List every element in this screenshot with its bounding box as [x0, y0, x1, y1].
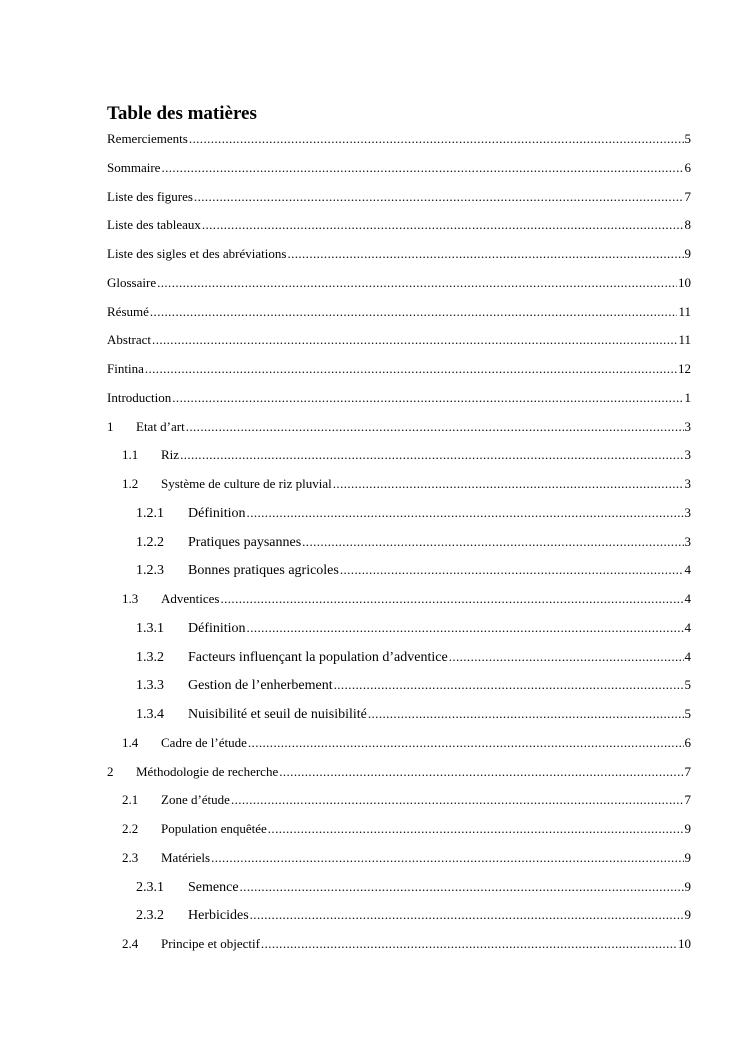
toc-entry[interactable]: [107, 849, 691, 878]
toc-entry-page-number: 3: [684, 533, 691, 549]
toc-entry[interactable]: [107, 590, 691, 619]
toc-entry-label: Abstract: [107, 332, 152, 348]
toc-entry-number: 1.4: [122, 734, 139, 750]
toc-entry-page-number: 5: [684, 677, 691, 693]
toc-dot-leader: [268, 820, 684, 838]
toc-entry[interactable]: [107, 619, 691, 648]
toc-dot-leader: [261, 935, 677, 953]
toc-entry-page-number: 6: [684, 159, 691, 175]
toc-dot-leader: [211, 849, 683, 867]
toc-entry-number: 1.2.3: [136, 563, 164, 579]
toc-entry-page-number: 7: [684, 792, 691, 808]
toc-entry-label: Pratiques paysannes: [188, 534, 302, 550]
toc-entry-page-number: 10: [678, 274, 691, 290]
toc-dot-leader: [302, 533, 683, 551]
toc-entry-number: 2.3: [122, 849, 139, 865]
toc-entry-number: 2.2: [122, 821, 139, 836]
toc-entry-page-number: 5: [684, 131, 691, 146]
toc-entry-page-number: 4: [684, 648, 691, 664]
toc-entry[interactable]: [107, 303, 691, 332]
toc-entry-page-number: 7: [684, 763, 691, 779]
toc-dot-leader: [157, 274, 677, 292]
toc-dot-leader: [202, 216, 684, 234]
toc-dot-leader: [250, 906, 684, 924]
toc-entry-number: 1.1: [122, 447, 139, 463]
toc-title: Table des matières: [107, 103, 257, 124]
toc-entry-page-number: 11: [678, 332, 691, 348]
toc-entry[interactable]: [107, 935, 691, 964]
toc-dot-leader: [145, 360, 677, 378]
toc-entry-page-number: 3: [684, 418, 691, 434]
toc-entry[interactable]: [107, 791, 691, 820]
toc-entry[interactable]: [107, 878, 691, 907]
toc-dot-leader: [231, 791, 684, 809]
toc-entry-label: Définition: [188, 620, 246, 636]
toc-entry-page-number: 4: [684, 591, 691, 606]
toc-entry[interactable]: [107, 820, 691, 849]
toc-entry-number: 2.3.1: [136, 879, 164, 895]
toc-entry-page-number: 10: [678, 936, 691, 951]
toc-entry-label: Système de culture de riz pluvial: [161, 476, 332, 491]
toc-entry-number: 1.3.3: [136, 678, 164, 694]
toc-dot-leader: [333, 475, 684, 493]
toc-entry-label: Cadre de l’étude: [161, 734, 247, 750]
toc-entry-number: 1.3.2: [136, 649, 164, 665]
toc-dot-leader: [161, 159, 683, 177]
toc-entry-label: Liste des sigles et des abréviations: [107, 246, 287, 261]
toc-entry-label: Adventices: [161, 591, 220, 606]
toc-dot-leader: [248, 734, 684, 752]
toc-entry-page-number: 6: [684, 734, 691, 750]
toc-entry-label: Semence: [188, 879, 239, 895]
toc-entry[interactable]: [107, 504, 691, 533]
toc-entry-number: 1.3.1: [136, 620, 164, 636]
toc-entry-label: Gestion de l’enherbement: [188, 678, 333, 694]
toc-entry-label: Bonnes pratiques agricoles: [188, 563, 339, 579]
toc-entry-label: Herbicides: [188, 908, 249, 924]
toc-entry-number: 1.2.2: [136, 534, 164, 550]
table-of-contents: [107, 130, 691, 964]
toc-entry-page-number: 3: [684, 476, 691, 491]
toc-entry-number: 2.4: [122, 936, 139, 951]
toc-entry-label: Etat d’art: [136, 418, 185, 434]
toc-entry-page-number: 4: [684, 562, 691, 578]
toc-entry-page-number: 7: [684, 188, 691, 204]
toc-entry-number: 2.3.2: [136, 908, 164, 924]
toc-entry[interactable]: [107, 159, 691, 188]
toc-entry-page-number: 9: [684, 821, 691, 836]
toc-entry-label: Zone d’étude: [161, 792, 230, 808]
toc-entry-page-number: 12: [678, 361, 691, 376]
toc-dot-leader: [279, 763, 683, 781]
toc-entry[interactable]: [107, 274, 691, 303]
toc-entry[interactable]: [107, 188, 691, 217]
toc-entry[interactable]: [107, 389, 691, 418]
toc-entry[interactable]: [107, 360, 691, 389]
toc-dot-leader: [240, 878, 684, 896]
toc-entry-page-number: 4: [684, 619, 691, 635]
toc-dot-leader: [334, 676, 684, 694]
toc-entry-label: Nuisibilité et seuil de nuisibilité: [188, 707, 367, 722]
toc-entry-page-number: 11: [678, 303, 691, 319]
toc-dot-leader: [247, 619, 684, 637]
toc-entry[interactable]: [107, 130, 691, 159]
toc-entry-page-number: 3: [684, 504, 691, 520]
toc-entry-page-number: 1: [684, 389, 691, 405]
toc-dot-leader: [449, 648, 684, 666]
toc-dot-leader: [340, 561, 684, 579]
toc-entry[interactable]: [107, 475, 691, 504]
toc-entry-number: 1.2.1: [136, 505, 164, 521]
toc-entry[interactable]: [107, 906, 691, 935]
toc-entry-number: 1.2: [122, 476, 139, 491]
toc-entry-label: Méthodologie de recherche: [136, 763, 279, 779]
toc-entry[interactable]: [107, 561, 691, 590]
toc-entry[interactable]: [107, 705, 691, 734]
toc-entry[interactable]: [107, 418, 691, 447]
toc-dot-leader: [247, 504, 684, 522]
toc-entry-page-number: 5: [684, 706, 691, 721]
toc-entry-page-number: 9: [684, 849, 691, 865]
toc-entry[interactable]: [107, 734, 691, 763]
toc-entry[interactable]: [107, 676, 691, 705]
toc-dot-leader: [150, 303, 678, 321]
toc-entry-number: 2: [107, 763, 114, 779]
toc-entry-page-number: 3: [684, 447, 691, 463]
toc-entry[interactable]: [107, 245, 691, 274]
toc-entry-label: Principe et objectif: [161, 936, 260, 951]
toc-dot-leader: [172, 389, 683, 407]
toc-entry[interactable]: [107, 533, 691, 562]
toc-entry-label: Glossaire: [107, 274, 157, 290]
toc-dot-leader: [186, 418, 684, 436]
toc-dot-leader: [287, 245, 683, 263]
toc-dot-leader: [220, 590, 683, 608]
toc-entry-number: 1.3: [122, 591, 139, 606]
toc-entry-label: Introduction: [107, 389, 172, 405]
toc-entry-number: 1.3.4: [136, 707, 164, 722]
toc-entry-label: Population enquêtée: [161, 821, 267, 836]
toc-entry[interactable]: [107, 331, 691, 360]
toc-entry-page-number: 9: [684, 246, 691, 261]
toc-entry-page-number: 8: [684, 217, 691, 233]
toc-entry-label: Résumé: [107, 303, 149, 319]
toc-dot-leader: [152, 331, 677, 349]
toc-entry-page-number: 9: [684, 907, 691, 923]
toc-entry-label: Liste des figures: [107, 188, 193, 204]
toc-entry-label: Riz: [161, 447, 180, 463]
toc-entry-label: Définition: [188, 505, 246, 521]
toc-entry-label: Facteurs influençant la population d’adventice: [188, 649, 448, 665]
toc-entry-label: Liste des tableaux: [107, 217, 201, 233]
toc-dot-leader: [189, 130, 684, 148]
toc-entry-label: Remerciements: [107, 131, 188, 146]
toc-entry-page-number: 9: [684, 878, 691, 894]
toc-entry-number: 1: [107, 418, 114, 434]
toc-dot-leader: [368, 705, 684, 723]
toc-entry[interactable]: [107, 216, 691, 245]
toc-entry[interactable]: [107, 446, 691, 475]
toc-entry-number: 2.1: [122, 792, 139, 808]
toc-dot-leader: [180, 446, 683, 464]
toc-entry-label: Fintina: [107, 361, 144, 376]
toc-entry[interactable]: [107, 763, 691, 792]
toc-entry-label: Sommaire: [107, 159, 161, 175]
toc-dot-leader: [194, 188, 684, 206]
toc-entry[interactable]: [107, 648, 691, 677]
toc-entry-label: Matériels: [161, 849, 211, 865]
